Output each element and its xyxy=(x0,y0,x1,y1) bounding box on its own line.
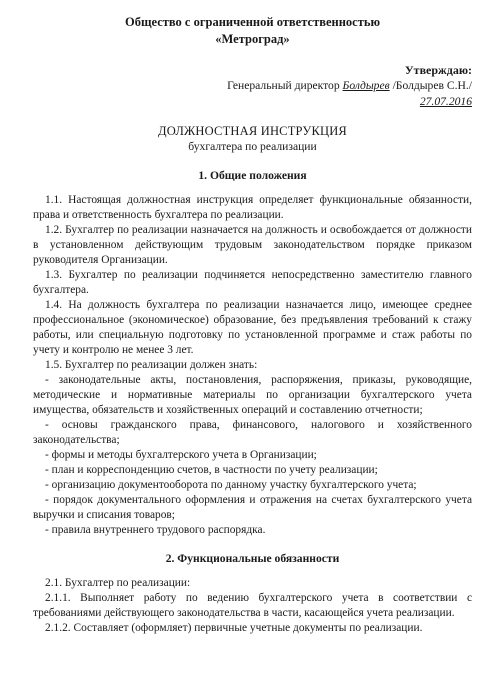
organization-name-line1: Общество с ограниченной ответственностью xyxy=(124,15,381,29)
paragraph-2-1-2: 2.1.2. Составляет (оформляет) первичные учетные документы по реализации. xyxy=(45,622,423,634)
knowledge-item: - формы и методы бухгалтерского учета в Организации; xyxy=(45,449,317,461)
signer-name: /Болдырев С.Н./ xyxy=(392,79,472,92)
document-subtitle: бухгалтера по реализации xyxy=(188,140,317,153)
signer-signature: Болдырев xyxy=(342,79,390,92)
signer-row xyxy=(33,78,472,94)
paragraph-2-1: 2.1. Бухгалтер по реализации: xyxy=(45,577,191,589)
organization-name-line2: «Метроград» xyxy=(215,32,290,46)
paragraph-1-4: 1.4. На должность бухгалтера по реализации назначается лицо, имеющее среднее профессиональное (экономическое) образование, без предъявления требований к стажу работы, или специальную подготовку по установленной программе и стаж работы по учету и контролю не менее 3 лет. xyxy=(33,299,472,356)
knowledge-item: - законодательные акты, постановления, распоряжения, приказы, руководящие, методические и нормативные материалы по организации бухгалтерского учета имущества, обязательств и хозяйственных операций и составлению отчетности; xyxy=(33,374,472,416)
paragraph-1-2: 1.2. Бухгалтер по реализации назначается на должность и освобождается от должности в установленном действующим трудовым законодательством порядке приказом руководителя Организации. xyxy=(33,224,472,266)
approve-label: Утверждаю: xyxy=(404,63,472,77)
approve-date: 27.07.2016 xyxy=(419,95,472,108)
knowledge-item: - порядок документального оформления и отражения на счетах бухгалтерского учета выручки и списания товаров; xyxy=(33,494,472,521)
paragraph-2-1-1: 2.1.1. Выполняет работу по ведению бухгалтерского учета в соответствии с требованиями действующего законодательства в части, касающейся учета реализации. xyxy=(33,592,472,619)
section-2-title: 2. Функциональные обязанности xyxy=(165,552,340,565)
signer-position: Генеральный директор xyxy=(227,79,340,92)
knowledge-item: - основы гражданского права, финансового, налогового и хозяйственного законодательства; xyxy=(33,419,472,446)
knowledge-item: - план и корреспонденцию счетов, в частности по учету реализации; xyxy=(45,464,378,476)
document-title: ДОЛЖНОСТНАЯ ИНСТРУКЦИЯ xyxy=(158,124,347,138)
section-1-title: 1. Общие положения xyxy=(198,169,307,182)
knowledge-item: - организацию документооборота по данному участку бухгалтерского учета; xyxy=(45,479,417,491)
paragraph-1-3: 1.3. Бухгалтер по реализации подчиняется непосредственно заместителю главного бухгалтера. xyxy=(33,269,472,296)
knowledge-item: - правила внутреннего трудового распорядка. xyxy=(45,524,266,536)
paragraph-1-1: 1.1. Настоящая должностная инструкция определяет функциональные обязанности, права и ответственность бухгалтера по реализации. xyxy=(33,194,472,221)
paragraph-1-5: 1.5. Бухгалтер по реализации должен знать: xyxy=(45,359,258,371)
